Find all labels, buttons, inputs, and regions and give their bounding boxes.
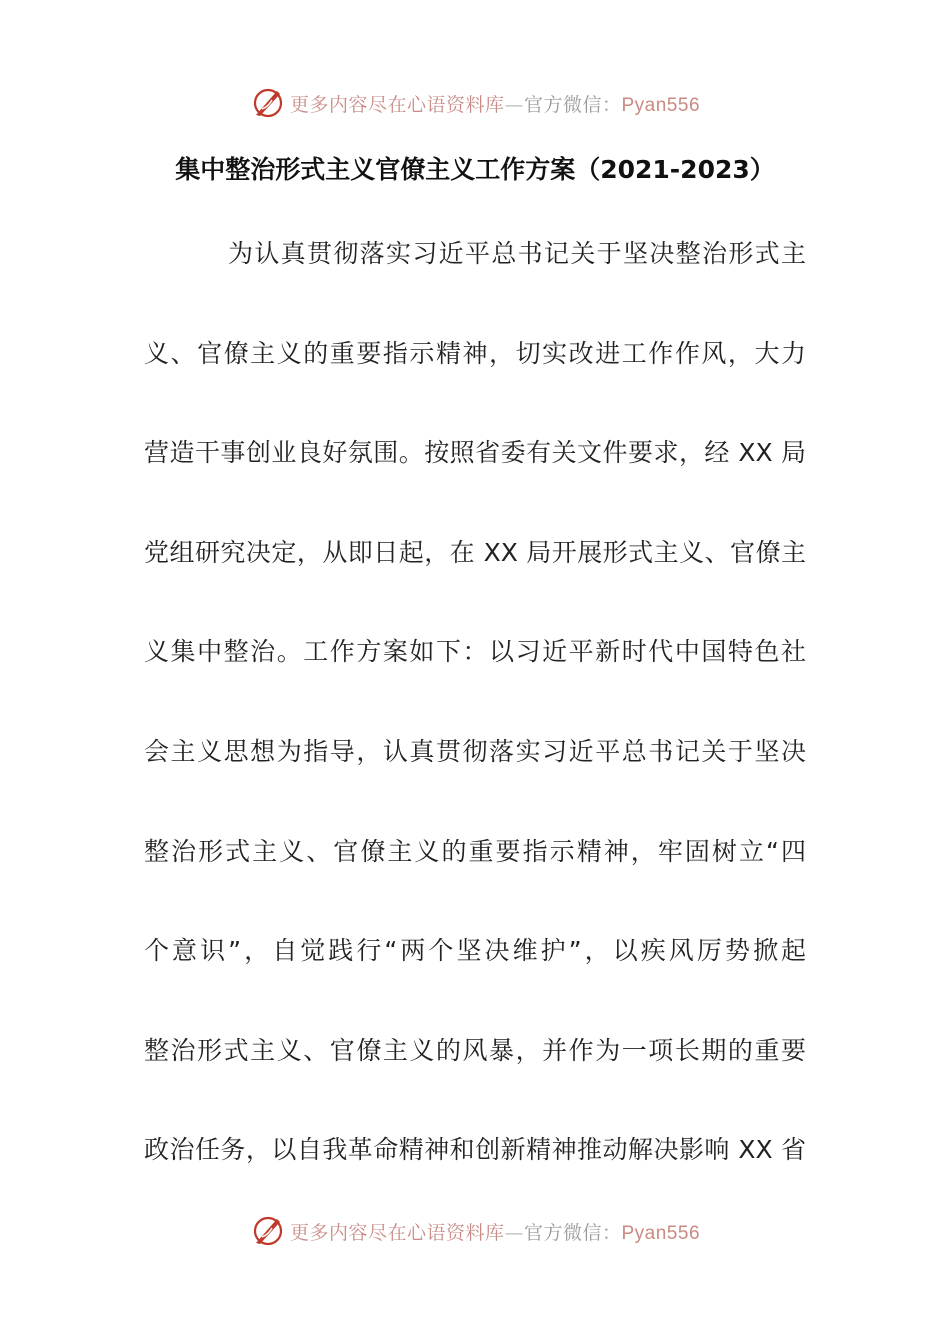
watermark-wechat-id: Pyan556 — [621, 1222, 701, 1244]
footer-watermark — [0, 1211, 950, 1251]
document-title: 集中整治形式主义官僚主义工作方案（2021-2023） — [175, 155, 775, 184]
body-line: 个意识”，自觉践行“两个坚决维护”，以疾风厉势掀起 — [144, 936, 806, 966]
document-body — [144, 227, 806, 1223]
body-line: 为认真贯彻落实习近平总书记关于坚决整治形式主 — [228, 239, 806, 268]
body-line: 整治形式主义、官僚主义的风暴，并作为一项长期的重要 — [144, 1035, 806, 1065]
quill-seal-icon — [250, 1213, 286, 1249]
body-line: 政治任务，以自我革命精神和创新精神推动解决影响 XX 省 — [144, 1135, 806, 1165]
body-line: 整治形式主义、官僚主义的重要指示精神，牢固树立“四 — [144, 836, 806, 866]
watermark-separator: — — [504, 1221, 524, 1244]
watermark-wechat-label: 官方微信： — [523, 93, 622, 116]
body-line: 义、官僚主义的重要指示精神，切实改进工作作风，大力 — [144, 338, 806, 368]
watermark-text: 更多内容尽在心语资料库 — [289, 93, 505, 116]
header-watermark — [0, 83, 950, 123]
body-line: 党组研究决定，从即日起，在 XX 局开展形式主义、官僚主 — [144, 537, 806, 567]
watermark-separator: — — [504, 93, 524, 116]
body-line: 会主义思想为指导，认真贯彻落实习近平总书记关于坚决 — [144, 736, 806, 766]
watermark-wechat-label: 官方微信： — [523, 1221, 622, 1244]
body-line: 营造干事创业良好氛围。按照省委有关文件要求，经 XX 局 — [144, 438, 806, 468]
watermark-wechat-id: Pyan556 — [621, 94, 701, 116]
body-line: 义集中整治。工作方案如下：以习近平新时代中国特色社 — [144, 637, 806, 667]
quill-seal-icon — [250, 85, 286, 121]
watermark-text: 更多内容尽在心语资料库 — [289, 1221, 505, 1244]
